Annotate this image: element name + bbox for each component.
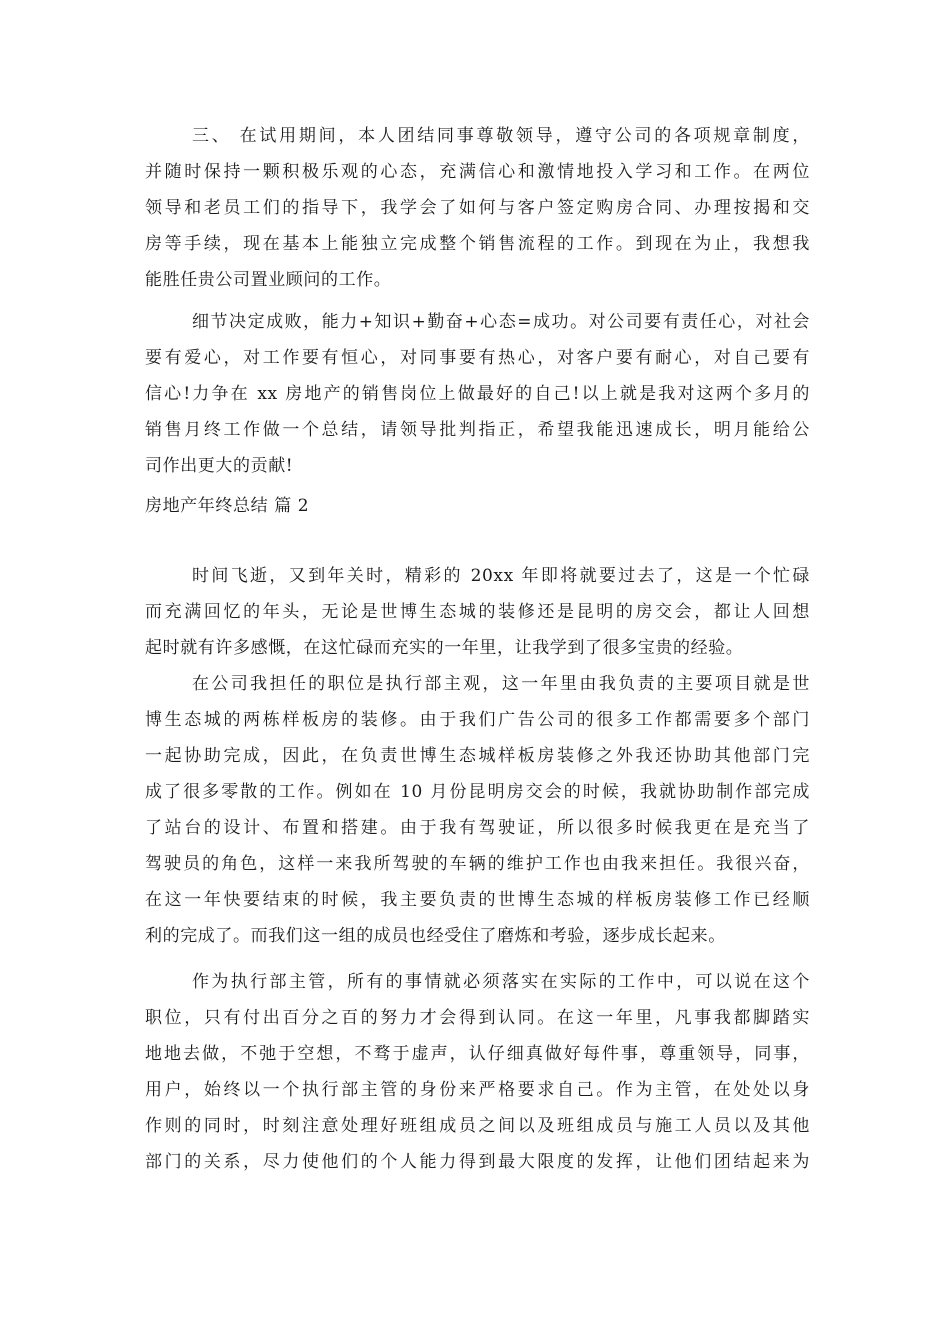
- text-line: 房等手续，现在基本上能独立完成整个销售流程的工作。到现在为止，我想我: [145, 234, 810, 254]
- text-line: 时间飞逝，又到年关时，精彩的 20xx 年即将就要过去了，这是一个忙碌: [192, 566, 810, 586]
- paragraph-executive-supervisor: [145, 964, 810, 1180]
- text-line: 成了很多零散的工作。例如在 10 月份昆明房交会的时候，我就协助制作部完成: [145, 782, 810, 802]
- text-line: 了站台的设计、布置和搭建。由于我有驾驶证，所以很多时候我更在是充当了: [145, 818, 810, 838]
- text-line: 在这一年快要结束的时候，我主要负责的世博生态城的样板房装修工作已经顺: [145, 890, 810, 910]
- text-line: 信心!力争在 xx 房地产的销售岗位上做最好的自己!以上就是我对这两个多月的: [145, 384, 810, 404]
- text-line: 一起协助完成，因此，在负责世博生态城样板房装修之外我还协助其他部门完: [145, 746, 810, 766]
- section-heading: 房地产年终总结 篇 2: [145, 496, 310, 516]
- text-line: 而充满回忆的年头，无论是世博生态城的装修还是昆明的房交会，都让人回想: [145, 602, 810, 622]
- text-line: 要有爱心，对工作要有恒心，对同事要有热心，对客户要有耐心，对自己要有: [145, 348, 810, 368]
- text-line: 并随时保持一颗积极乐观的心态，充满信心和激情地投入学习和工作。在两位: [145, 162, 810, 182]
- text-line: 领导和老员工们的指导下，我学会了如何与客户签定购房合同、办理按揭和交: [145, 198, 810, 218]
- text-line: 驾驶员的角色，这样一来我所驾驶的车辆的维护工作也由我来担任。我很兴奋，: [145, 854, 810, 874]
- text-line: 职位，只有付出百分之百的努力才会得到认同。在这一年里，凡事我都脚踏实: [145, 1008, 810, 1028]
- paragraph-position: [145, 666, 810, 954]
- text-line: 地地去做，不弛于空想，不骛于虚声，认仔细真做好每件事，尊重领导，同事，: [145, 1044, 810, 1064]
- text-line: 三、 在试用期间，本人团结同事尊敬领导，遵守公司的各项规章制度，: [192, 126, 810, 146]
- text-line: 作则的同时，时刻注意处理好班组成员之间以及班组成员与施工人员以及其他: [145, 1116, 810, 1136]
- paragraph-time-flies: [145, 558, 810, 666]
- text-line: 能胜任贵公司置业顾问的工作。: [145, 270, 392, 290]
- text-line: 博生态城的两栋样板房的装修。由于我们广告公司的很多工作都需要多个部门: [145, 710, 810, 730]
- paragraph-details-success: [145, 304, 810, 484]
- text-line: 起时就有许多感慨，在这忙碌而充实的一年里，让我学到了很多宝贵的经验。: [145, 638, 744, 658]
- text-line: 利的完成了。而我们这一组的成员也经受住了磨炼和考验，逐步成长起来。: [145, 926, 726, 946]
- text-line: 销售月终工作做一个总结，请领导批判指正，希望我能迅速成长，明月能给公: [145, 420, 810, 440]
- text-line: 用户，始终以一个执行部主管的身份来严格要求自己。作为主管，在处处以身: [145, 1080, 810, 1100]
- text-line: 作为执行部主管，所有的事情就必须落实在实际的工作中，可以说在这个: [192, 972, 810, 992]
- text-line: 细节决定成败，能力+知识+勤奋+心态=成功。对公司要有责任心，对社会: [192, 312, 810, 332]
- paragraph-probation: [145, 118, 810, 298]
- text-line: 部门的关系，尽力使他们的个人能力得到最大限度的发挥，让他们团结起来为: [145, 1152, 810, 1172]
- text-line: 司作出更大的贡献!: [145, 456, 294, 476]
- text-line: 在公司我担任的职位是执行部主观，这一年里由我负责的主要项目就是世: [192, 674, 810, 694]
